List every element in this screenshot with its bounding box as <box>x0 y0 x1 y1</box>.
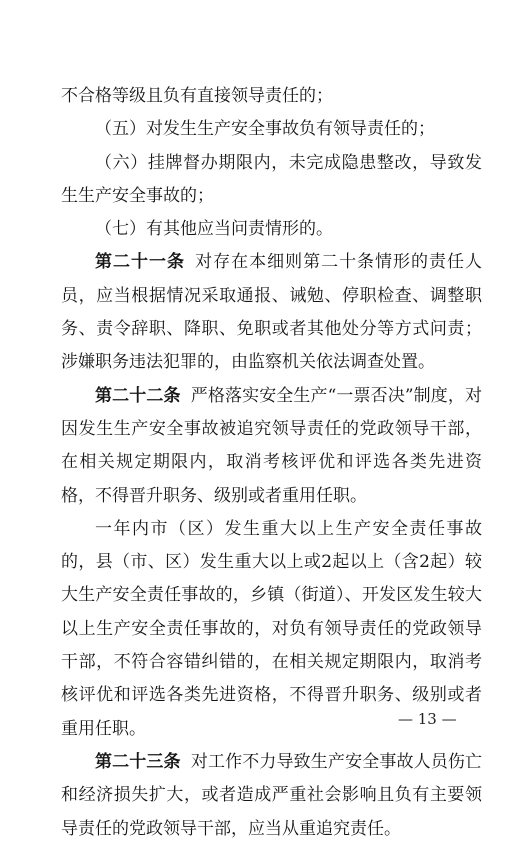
paragraph-item-5 <box>61 113 482 146</box>
article-number: 第二十一条 <box>95 252 185 273</box>
paragraph-continuation <box>61 80 482 113</box>
paragraph-text: 对工作不力导致生产安全事故人员伤亡和经济损失扩大，或者造成严重社会影响且负有主要领导责任的党政领导干部，应当从重追究责任。 <box>61 751 483 839</box>
paragraph-article-23 <box>61 746 482 846</box>
paragraph-text: 严格落实安全生产“一票否决”制度，对因发生生产安全事故被追究领导责任的党政领导干部，在相关规定期限内，取消考核评优和评选各类先进资格，不得晋升职务、级别或者重用任职。 <box>61 385 483 506</box>
paragraph-text: 一年内市（区）发生重大以上生产安全责任事故的，县（市、区）发生重大以上或2起以上（含2起）较大生产安全责任事故的，乡镇（街道）、开发区发生较大以上生产安全责任事故的，对负有领导责任的党政领导干部，不符合容错纠错的，在相关规定期限内，取消考核评优和评选各类先进资格，不得晋升职务、级别或者重用任职。 <box>61 518 482 739</box>
paragraph-text: （六）挂牌督办期限内，未完成隐患整改，导致发生生产安全事故的； <box>61 152 482 206</box>
paragraph-text: 不合格等级且负有直接领导责任的； <box>61 86 333 106</box>
paragraph-text: （五）对发生生产安全事故负有领导责任的； <box>95 119 435 140</box>
paragraph-item-6 <box>61 147 482 214</box>
article-number: 第二十三条 <box>95 751 181 772</box>
paragraph-item-7 <box>61 213 482 246</box>
paragraph-article-21 <box>61 246 482 379</box>
paragraph-article-22 <box>61 380 482 513</box>
paragraph-text: 对存在本细则第二十条情形的责任人员，应当根据情况采取通报、诫勉、停职检查、调整职务、责令辞职、降职、免职或者其他处分等方式问责；涉嫌职务违法犯罪的，由监察机关依法调查处置。 <box>61 252 482 373</box>
article-number: 第二十二条 <box>95 385 181 406</box>
page-number: — 13 — <box>398 710 457 728</box>
paragraph-text: （七）有其他应当问责情形的。 <box>95 219 333 240</box>
